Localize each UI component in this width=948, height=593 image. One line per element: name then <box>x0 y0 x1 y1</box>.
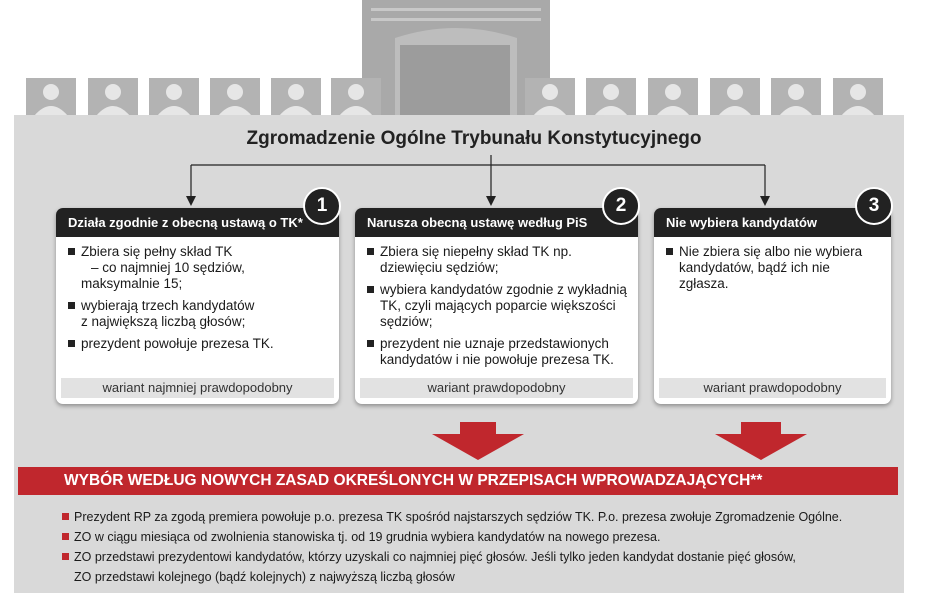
item-line: wybierają trzech kandydatów <box>81 298 255 313</box>
card-number-badge: 1 <box>303 187 341 225</box>
list-item <box>68 298 331 330</box>
judge-figure-icon <box>525 78 575 116</box>
item-line: kandydatów, bądź ich nie zgłasza. <box>679 260 830 291</box>
arrow-down-icon <box>0 422 948 462</box>
result-banner: WYBÓR WEDŁUG NOWYCH ZASAD OKREŚLONYCH W PRZEPISACH WPROWADZAJĄCYCH** <box>18 467 898 495</box>
judge-figure-icon <box>331 78 381 116</box>
judge-figure-icon <box>833 78 883 116</box>
bullet-icon <box>68 248 75 255</box>
bullet-icon <box>367 286 374 293</box>
list-item <box>367 336 630 368</box>
judge-figure-icon <box>648 78 698 116</box>
list-item: ZO przedstawi prezydentowi kandydatów, którzy uzyskali co najmniej pięć głosów. Jeśli tylko jeden kandydat dostanie pięć głosów, <box>62 547 902 567</box>
procedure-list <box>62 507 902 587</box>
item-line: Nie zbiera się albo nie wybiera <box>679 244 863 259</box>
list-item <box>68 244 331 292</box>
card-items <box>367 244 630 374</box>
bullet-icon <box>62 513 69 520</box>
item-line: maksymalnie 15; <box>81 276 183 291</box>
list-item <box>666 244 883 292</box>
scenario-card-3 <box>654 195 891 404</box>
item-line: prezydent nie uznaje przedstawionych <box>380 336 609 351</box>
item-line: Zbiera się niepełny skład TK np. <box>380 244 572 259</box>
judge-figure-icon <box>586 78 636 116</box>
throne-icon <box>362 0 550 116</box>
list-item: ZO w ciągu miesiąca od zwolnienia stanowiska tj. od 19 grudnia wybiera kandydatów na nowego prezesa. <box>62 527 902 547</box>
variant-label: wariant prawdopodobny <box>360 378 633 398</box>
scenario-card-1 <box>56 195 339 404</box>
variant-label: wariant najmniej prawdopodobny <box>61 378 334 398</box>
card-title: Działa zgodnie z obecną ustawą o TK* <box>56 208 339 237</box>
card-items <box>666 244 883 298</box>
item-line: kandydatów i nie powołuje prezesa TK. <box>380 352 614 367</box>
list-item <box>367 244 630 276</box>
list-item: Prezydent RP za zgodą premiera powołuje p.o. prezesa TK spośród najstarszych sędziów TK. P.o. prezesa zwołuje Zgromadzenie Ogólne. <box>62 507 902 527</box>
list-item <box>367 282 630 330</box>
bullet-icon <box>367 248 374 255</box>
judge-figure-icon <box>26 78 76 116</box>
item-line: wybiera kandydatów zgodnie z wykładnią <box>380 282 627 297</box>
item-line: dziewięciu sędziów; <box>380 260 499 275</box>
judge-figure-icon <box>271 78 321 116</box>
card-title: Nie wybiera kandydatów <box>654 208 891 237</box>
scenario-card-2 <box>355 195 638 404</box>
card-title: Narusza obecną ustawę według PiS <box>355 208 638 237</box>
list-item-continuation: ZO przedstawi kolejnego (bądź kolejnych) z najwyższą liczbą głosów <box>74 570 455 584</box>
item-line: TK, czyli mających poparcie większości <box>380 298 616 313</box>
variant-label: wariant prawdopodobny <box>659 378 886 398</box>
bullet-icon <box>68 302 75 309</box>
judge-figure-icon <box>771 78 821 116</box>
card-items <box>68 244 331 358</box>
item-line: – co najmniej 10 sędziów, <box>91 260 245 275</box>
item-line: prezydent powołuje prezesa TK. <box>81 336 274 351</box>
diagram-title: Zgromadzenie Ogólne Trybunału Konstytucyjnego <box>246 128 702 149</box>
item-line: sędziów; <box>380 314 433 329</box>
list-item <box>68 336 331 352</box>
bullet-icon <box>68 340 75 347</box>
bullet-icon <box>367 340 374 347</box>
bullet-icon <box>62 553 69 560</box>
connector-lines <box>0 150 948 210</box>
judges-illustration <box>0 0 948 116</box>
judge-figure-icon <box>88 78 138 116</box>
bullet-icon <box>666 248 673 255</box>
item-line: z największą liczbą głosów; <box>81 314 246 329</box>
judge-figure-icon <box>710 78 760 116</box>
card-number-badge: 2 <box>602 187 640 225</box>
card-number-badge: 3 <box>855 187 893 225</box>
bullet-icon <box>62 533 69 540</box>
judge-figure-icon <box>210 78 260 116</box>
item-line: Zbiera się pełny skład TK <box>81 244 233 259</box>
judge-figure-icon <box>149 78 199 116</box>
